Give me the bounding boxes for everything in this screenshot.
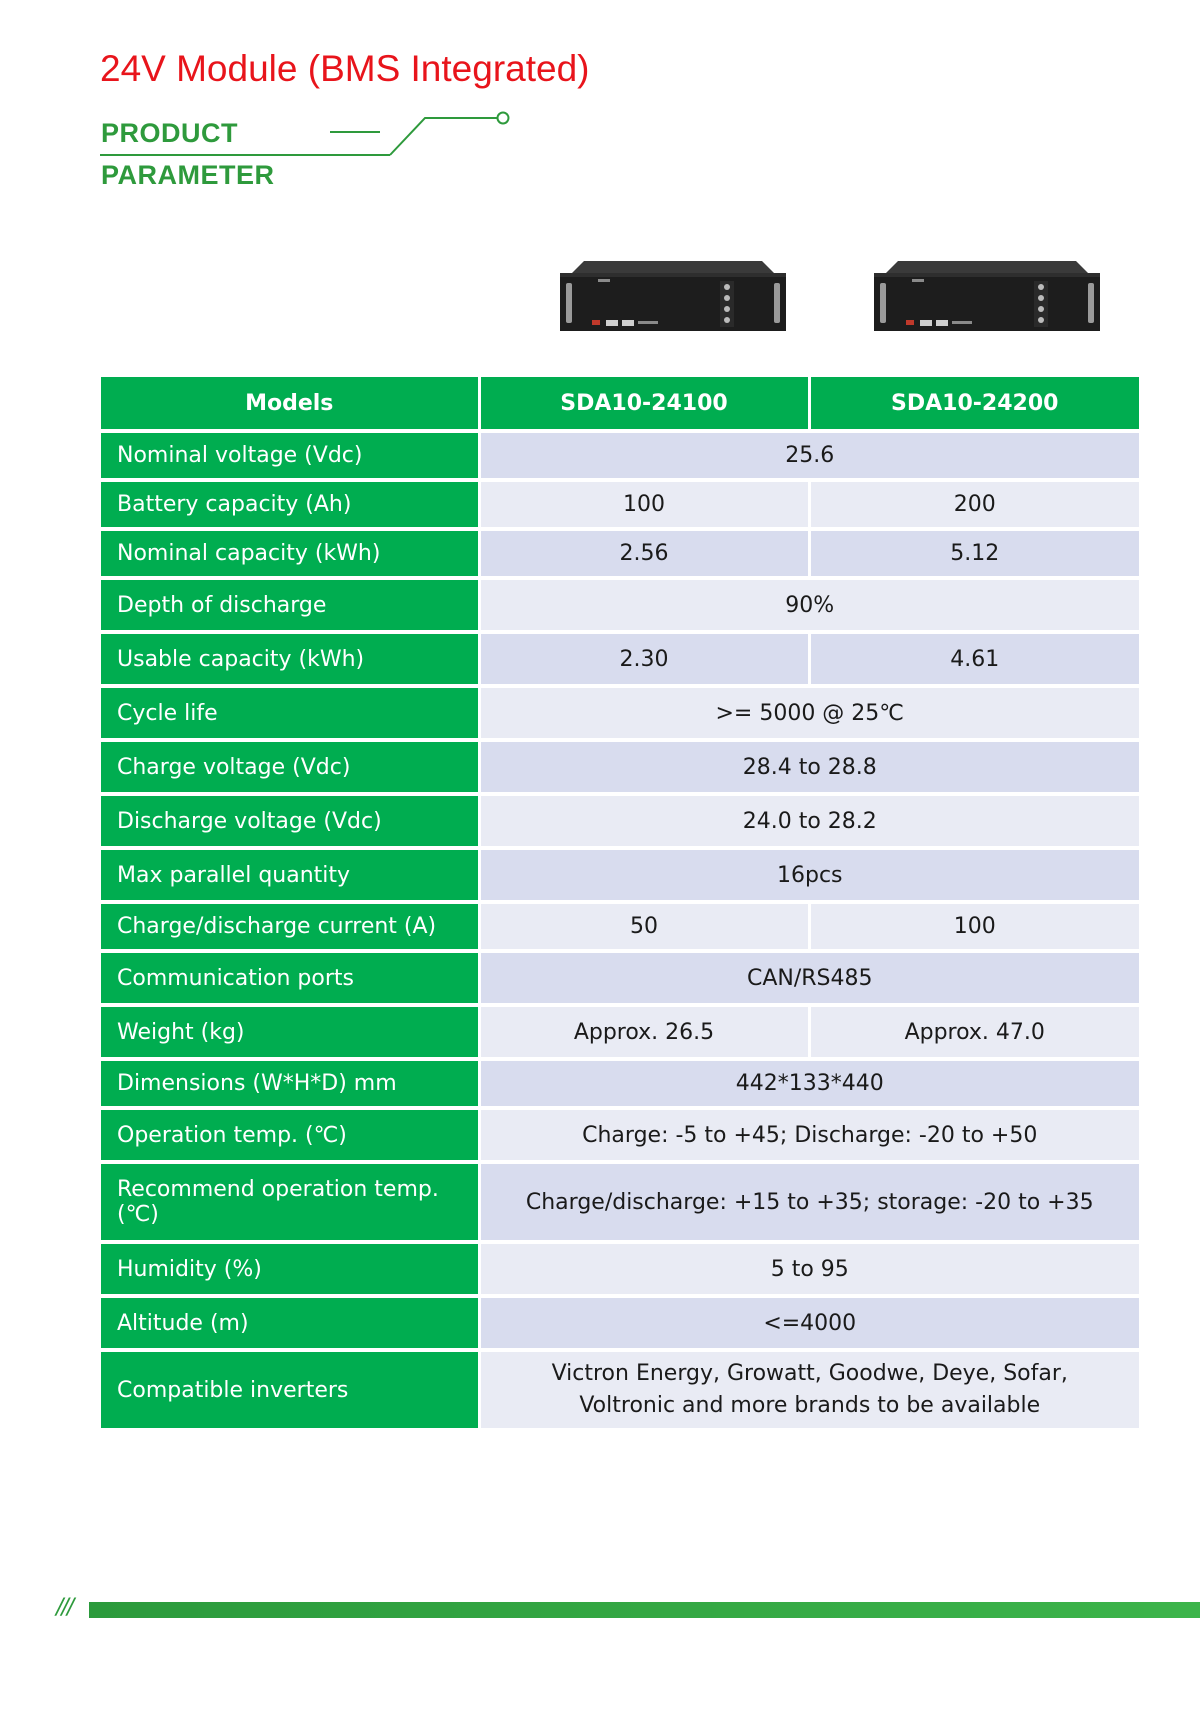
table-row: [101, 1350, 1139, 1430]
table-header-row: [101, 377, 1139, 431]
row-value: 5.12: [809, 529, 1139, 578]
row-label: Operation temp. (℃): [101, 1108, 479, 1162]
row-value: Approx. 26.5: [479, 1005, 809, 1059]
footer-bar: [89, 1602, 1200, 1618]
row-label: Charge voltage (Vdc): [101, 740, 479, 794]
row-label: Depth of discharge: [101, 578, 479, 632]
row-value: >= 5000 @ 25℃: [479, 686, 1139, 740]
row-value: 16pcs: [479, 848, 1139, 902]
row-label: Compatible inverters: [101, 1350, 479, 1430]
row-label: Weight (kg): [101, 1005, 479, 1059]
row-label: Battery capacity (Ah): [101, 480, 479, 529]
row-value: 2.30: [479, 632, 809, 686]
row-value: Victron Energy, Growatt, Goodwe, Deye, Sofar, Voltronic and more brands to be available: [479, 1350, 1139, 1430]
row-label: Recommend operation temp. (℃): [101, 1162, 479, 1242]
row-label: Cycle life: [101, 686, 479, 740]
table-row: [101, 1242, 1139, 1296]
table-row: [101, 529, 1139, 578]
row-label: Charge/discharge current (A): [101, 902, 479, 951]
spec-table: [101, 377, 1139, 1432]
row-label: Max parallel quantity: [101, 848, 479, 902]
table-row: [101, 1108, 1139, 1162]
row-value: 2.56: [479, 529, 809, 578]
row-label: Usable capacity (kWh): [101, 632, 479, 686]
row-label: Communication ports: [101, 951, 479, 1005]
row-value: 90%: [479, 578, 1139, 632]
footer-mark: ///: [56, 1595, 73, 1620]
section-heading-line1: PRODUCT: [101, 118, 238, 148]
spec-table-body: [101, 431, 1139, 1430]
header-models: Models: [101, 377, 479, 431]
row-value: 25.6: [479, 431, 1139, 480]
table-row: [101, 1005, 1139, 1059]
header-model-2: SDA10-24200: [809, 377, 1139, 431]
table-row: [101, 740, 1139, 794]
circuit-line-decoration: [0, 0, 1200, 200]
row-value: Charge/discharge: +15 to +35; storage: -20 to +35: [479, 1162, 1139, 1242]
row-value: 100: [479, 480, 809, 529]
row-value: <=4000: [479, 1296, 1139, 1350]
row-value: 28.4 to 28.8: [479, 740, 1139, 794]
header-model-1: SDA10-24100: [479, 377, 809, 431]
section-heading-line2: PARAMETER: [101, 160, 275, 190]
row-label: Discharge voltage (Vdc): [101, 794, 479, 848]
page-title: 24V Module (BMS Integrated): [100, 48, 590, 89]
battery-module-image: [552, 255, 792, 335]
table-row: [101, 632, 1139, 686]
row-label: Dimensions (W*H*D) mm: [101, 1059, 479, 1108]
table-row: [101, 794, 1139, 848]
battery-module-image: [866, 255, 1106, 335]
row-value: Charge: -5 to +45; Discharge: -20 to +50: [479, 1108, 1139, 1162]
table-row: [101, 686, 1139, 740]
row-value: 24.0 to 28.2: [479, 794, 1139, 848]
row-value: Approx. 47.0: [809, 1005, 1139, 1059]
table-row: [101, 902, 1139, 951]
row-value: 5 to 95: [479, 1242, 1139, 1296]
row-value: 4.61: [809, 632, 1139, 686]
table-row: [101, 480, 1139, 529]
table-row: [101, 951, 1139, 1005]
row-value: 50: [479, 902, 809, 951]
row-label: Nominal capacity (kWh): [101, 529, 479, 578]
row-value: CAN/RS485: [479, 951, 1139, 1005]
row-label: Nominal voltage (Vdc): [101, 431, 479, 480]
table-row: [101, 848, 1139, 902]
row-label: Humidity (%): [101, 1242, 479, 1296]
table-row: [101, 431, 1139, 480]
row-value: 100: [809, 902, 1139, 951]
table-row: [101, 1296, 1139, 1350]
row-value: 200: [809, 480, 1139, 529]
row-label: Altitude (m): [101, 1296, 479, 1350]
row-value: 442*133*440: [479, 1059, 1139, 1108]
table-row: [101, 578, 1139, 632]
table-row: [101, 1059, 1139, 1108]
table-row: [101, 1162, 1139, 1242]
